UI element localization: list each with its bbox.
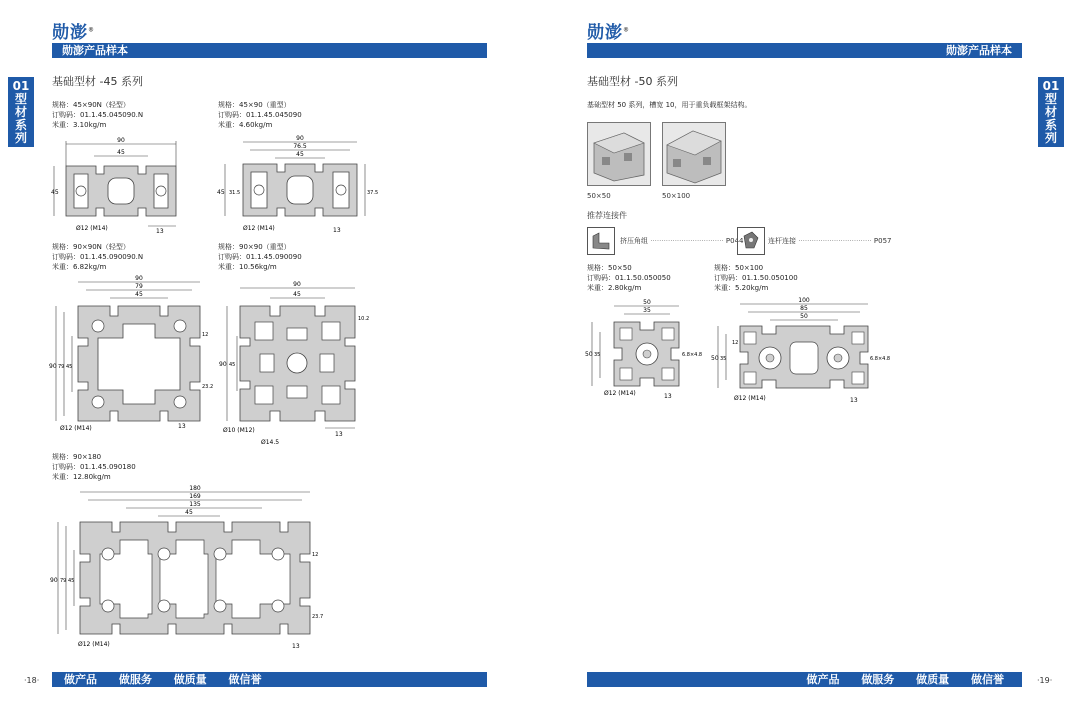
- footer-bar-left: [52, 672, 487, 687]
- dim-label: 13: [333, 227, 341, 234]
- dim-label: Ø12 (M14): [604, 390, 636, 397]
- spec-size: 规格：90×180: [52, 453, 102, 461]
- page-number-left: ·18·: [24, 676, 40, 685]
- brand-name: 勋澎: [52, 23, 88, 43]
- profile-spec-45x90: [218, 100, 302, 130]
- spec-size: 规格：50×100: [714, 264, 764, 272]
- spec-size: 规格：45×90（重型）: [218, 101, 291, 109]
- side-tab-char: 系: [1044, 118, 1057, 132]
- dim-label: 45: [217, 189, 225, 196]
- profile-spec-90x90: [218, 242, 302, 272]
- spec-order-code: 订购码：01.1.45.090090.N: [52, 253, 144, 261]
- footer-slogan: 做产品: [64, 673, 97, 686]
- product-photo-50x100: [662, 122, 726, 186]
- dim-label: 45: [293, 291, 301, 298]
- footer-slogan: 做服务: [118, 673, 152, 686]
- profile-drawing-45x90n: [48, 136, 198, 236]
- dim-label: 169: [189, 493, 201, 500]
- header-bar-title: 勋澎产品样本: [946, 44, 1012, 57]
- spec-size: 规格：90×90（重型）: [218, 243, 291, 251]
- profile-photo-icon: [588, 123, 650, 185]
- dim-label: 13: [292, 643, 300, 650]
- brand-mark: ®: [623, 26, 630, 34]
- dim-label: 79: [135, 283, 143, 290]
- dim-label: 50: [800, 313, 808, 320]
- dim-label: 45: [117, 149, 125, 156]
- footer-slogan: 做服务: [861, 673, 895, 686]
- dim-label: Ø12 (M14): [60, 425, 92, 432]
- spec-weight: 米重：5.20kg/m: [714, 284, 769, 292]
- connector-code: P057: [873, 237, 892, 245]
- profile-spec-45x90n: [52, 100, 143, 130]
- dim-label: 90: [135, 275, 143, 282]
- side-tab-char: 材: [14, 105, 27, 119]
- footer-slogan: 做信誉: [971, 673, 1004, 686]
- dim-label: 6.8×4.8: [870, 356, 891, 362]
- connector-name: 连杆连接: [768, 237, 796, 245]
- side-tab-char: 系: [14, 118, 27, 132]
- connector-rod-icon: [738, 228, 764, 254]
- profile-drawing-50x50: [584, 298, 703, 402]
- footer-slogan: 做质量: [916, 673, 950, 686]
- profile-drawing-90x90: [215, 276, 390, 451]
- dim-label: 90: [117, 137, 125, 144]
- footer-slogan: 做信誉: [228, 673, 262, 686]
- dim-label: 31.5: [229, 190, 241, 196]
- dim-label: 50: [711, 355, 719, 362]
- dim-label: 35: [720, 356, 727, 362]
- photo-caption: 50×50: [587, 192, 611, 200]
- dim-label: 45: [229, 362, 236, 368]
- spec-size: 规格：50×50: [587, 264, 632, 272]
- section-title-45: 基础型材 -45 系列: [52, 75, 143, 88]
- footer-slogan: 做质量: [173, 673, 207, 686]
- dim-label: 12: [202, 332, 209, 338]
- side-tab-char: 材: [1044, 105, 1057, 119]
- dim-label: 100: [798, 297, 810, 304]
- angle-bracket-icon: [588, 228, 614, 254]
- dim-label: 45: [68, 578, 75, 584]
- profile-drawing-90x180: [48, 484, 333, 654]
- dim-label: 13: [178, 423, 186, 430]
- dim-label: 23.7: [312, 614, 324, 620]
- connector-name: 挤压角组: [620, 237, 648, 245]
- spec-order-code: 订购码：01.1.45.045090: [218, 111, 302, 119]
- side-tab-left: [8, 77, 34, 147]
- profile-drawing-45x90: [215, 135, 379, 236]
- spec-order-code: 订购码：01.1.50.050100: [714, 274, 798, 282]
- side-tab-right: [1038, 77, 1064, 147]
- dim-label: 13: [335, 431, 343, 438]
- dim-label: 23.2: [202, 384, 214, 390]
- leader-dots: ·································: [798, 237, 872, 245]
- dim-label: 13: [156, 228, 164, 235]
- brand-logo-right: [587, 18, 630, 43]
- dim-label: 45: [185, 509, 193, 516]
- spec-weight: 米重：6.82kg/m: [52, 263, 107, 271]
- dim-label: 90: [293, 281, 301, 288]
- dim-label: 180: [189, 485, 201, 492]
- connectors-title: 推荐连接件: [587, 211, 627, 220]
- footer-slogan: 做产品: [806, 673, 840, 686]
- connector-item: [620, 236, 744, 246]
- brand-mark: ®: [88, 26, 95, 34]
- dim-label: 45: [66, 364, 73, 370]
- profile-spec-50x50: [587, 263, 671, 293]
- dim-label: 135: [189, 501, 201, 508]
- dim-label: Ø12 (M14): [76, 225, 108, 232]
- dim-label: 85: [800, 305, 808, 312]
- side-tab-number: 01: [1042, 79, 1060, 93]
- dim-label: Ø12 (M14): [243, 225, 275, 232]
- dim-label: 35: [594, 352, 601, 358]
- brand-name: 勋澎: [587, 23, 623, 43]
- dim-label: 6.8×4.8: [682, 352, 703, 358]
- dim-label: 79: [58, 364, 65, 370]
- connector-icon-rod: [737, 227, 765, 255]
- spec-order-code: 订购码：01.1.50.050050: [587, 274, 671, 282]
- spec-size: 规格：45×90N（轻型）: [52, 101, 130, 109]
- spec-order-code: 订购码：01.1.45.045090.N: [52, 111, 144, 119]
- section-title-50: 基础型材 -50 系列: [587, 75, 678, 88]
- connector-code: P044: [725, 237, 744, 245]
- side-tab-number: 01: [12, 79, 30, 93]
- product-photo-50x50: [587, 122, 651, 186]
- dim-label: 10.2: [358, 316, 370, 322]
- dim-label: Ø14.5: [261, 439, 280, 446]
- dim-label: 37.5: [367, 190, 379, 196]
- dim-label: 90: [296, 135, 304, 142]
- dim-label: Ø12 (M14): [78, 641, 110, 648]
- dim-label: 45: [296, 151, 304, 158]
- side-tab-char: 型: [14, 92, 27, 106]
- page-number-right: ·19·: [1037, 676, 1053, 685]
- spec-order-code: 订购码：01.1.45.090090: [218, 253, 302, 261]
- dim-label: 45: [51, 189, 59, 196]
- footer-bar-right: [587, 672, 1022, 687]
- dim-label: 12: [732, 340, 739, 346]
- series-description: 基础型材 50 系列，槽宽 10，用于重负载框架结构。: [587, 101, 752, 109]
- spec-order-code: 订购码：01.1.45.090180: [52, 463, 136, 471]
- photo-caption: 50×100: [662, 192, 691, 200]
- spec-weight: 米重：4.60kg/m: [218, 121, 273, 129]
- dim-label: 35: [643, 307, 651, 314]
- dim-label: 13: [664, 393, 672, 400]
- side-tab-char: 列: [14, 131, 27, 145]
- dim-label: 45: [135, 291, 143, 298]
- brand-logo-left: [52, 18, 95, 43]
- leader-dots: ·································: [650, 237, 724, 245]
- spec-weight: 米重：2.80kg/m: [587, 284, 642, 292]
- header-bar-title: 勋澎产品样本: [62, 44, 128, 57]
- connector-icon-corner: [587, 227, 615, 255]
- profile-drawing-50x100: [710, 296, 890, 406]
- header-bar-left: [52, 43, 487, 58]
- dim-label: 90: [219, 361, 227, 368]
- dim-label: 79: [60, 578, 67, 584]
- side-tab-char: 列: [1044, 131, 1057, 145]
- spec-size: 规格：90×90N（轻型）: [52, 243, 130, 251]
- dim-label: 50: [643, 299, 651, 306]
- dim-label: Ø12 (M14): [734, 395, 766, 402]
- spec-weight: 米重：3.10kg/m: [52, 121, 107, 129]
- header-bar-right: [587, 43, 1022, 58]
- profile-photo-icon: [663, 123, 725, 185]
- connector-item: [768, 236, 892, 246]
- spec-weight: 米重：10.56kg/m: [218, 263, 277, 271]
- profile-spec-90x180: [52, 452, 136, 482]
- dim-label: 76.5: [293, 143, 307, 150]
- dim-label: 90: [50, 577, 58, 584]
- dim-label: Ø10 (M12): [223, 427, 255, 434]
- dim-label: 12: [312, 552, 319, 558]
- side-tab-char: 型: [1044, 92, 1057, 106]
- dim-label: 13: [850, 397, 858, 404]
- profile-drawing-90x90n: [48, 276, 218, 436]
- profile-spec-90x90n: [52, 242, 143, 272]
- dim-label: 90: [49, 363, 57, 370]
- spec-weight: 米重：12.80kg/m: [52, 473, 111, 481]
- dim-label: 50: [585, 351, 593, 358]
- profile-spec-50x100: [714, 263, 798, 293]
